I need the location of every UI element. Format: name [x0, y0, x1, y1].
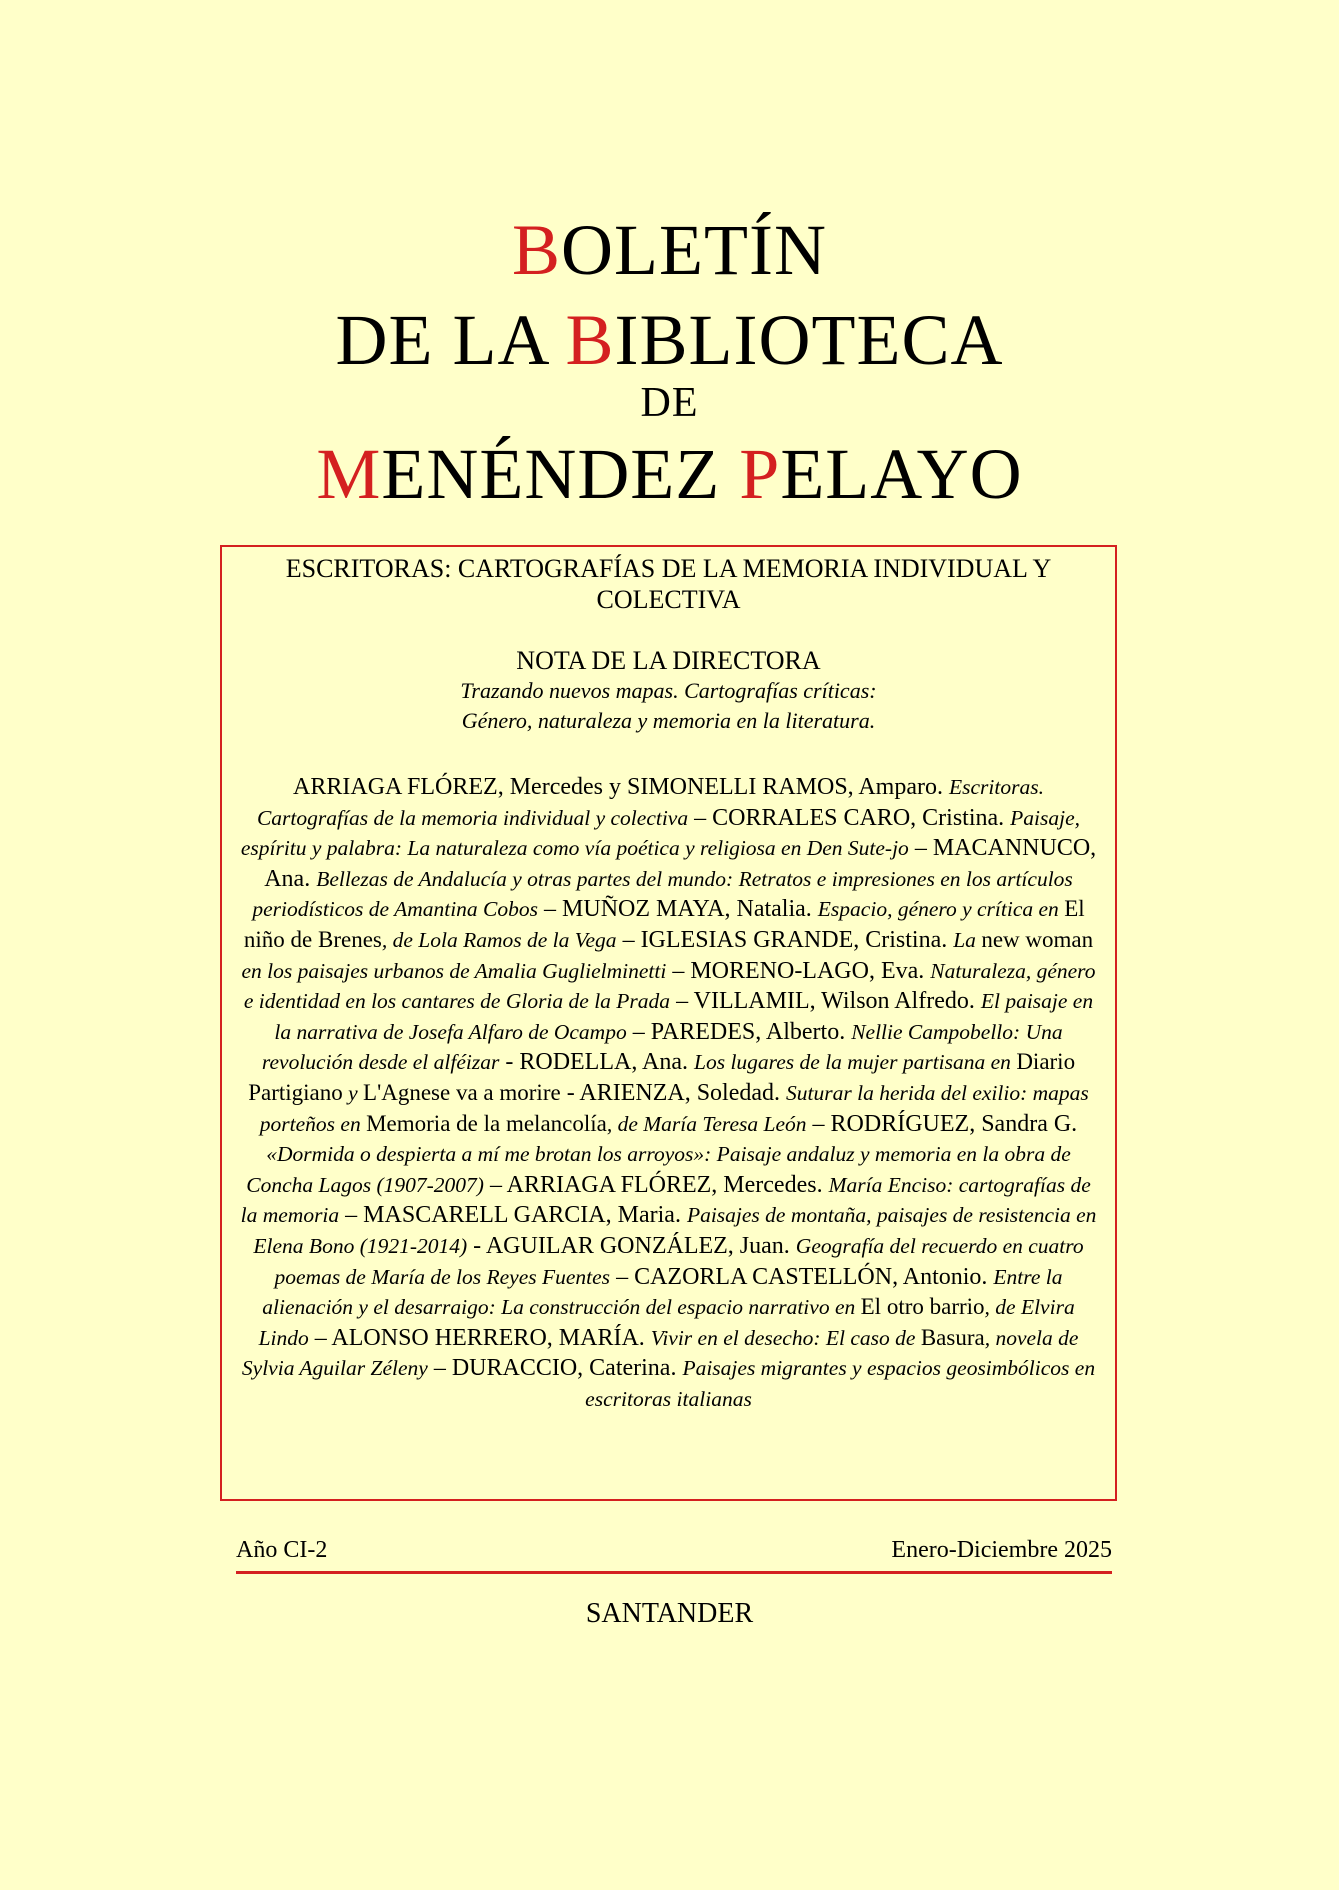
toc-author: – ALONSO HERRERO, MARÍA. — [308, 1324, 651, 1351]
footer-divider — [236, 1571, 1112, 1574]
issue-period: Enero-Diciembre 2025 — [891, 1537, 1112, 1563]
issue-year: Año CI-2 — [236, 1537, 328, 1563]
table-of-contents — [236, 772, 1101, 1414]
toc-title: Naturaleza, género e identidad en los cantares de Gloria de la Prada — [243, 958, 1096, 1014]
title-initial: P — [739, 434, 781, 514]
toc-title: , de Lola Ramos de la Vega — [381, 927, 617, 952]
toc-title: Paisajes migrantes y espacios geosimbólicos en escritoras italianas — [585, 1356, 1096, 1411]
note-subtitle: Trazando nuevos mapas. Cartografías críticas: — [460, 678, 877, 703]
toc-title: «Dormida o despierta a mí me brotan los arroyos»: Paisaje andaluz y memoria en la obra de Concha Lagos (1907-2007) — [246, 1142, 1071, 1197]
title-initial: B — [512, 210, 562, 290]
title-text: IBLIOTECA — [614, 300, 1004, 380]
toc-title: El paisaje en la narrativa de Josefa Alfaro de Ocampo — [274, 989, 1094, 1044]
toc-work-title: L'Agnese va a morire — [363, 1079, 561, 1105]
toc-title: Escritoras. Cartografías de la memoria individual y colectiva — [256, 775, 1044, 830]
toc-title: Los lugares de la mujer partisana en — [694, 1050, 1017, 1075]
title-line-biblioteca — [0, 295, 1339, 385]
toc-title: Suturar la herida del exilio: mapas porteños en — [259, 1080, 1089, 1136]
title-text: DE LA — [335, 300, 566, 380]
toc-author: - ARIENZA, Soledad. — [560, 1079, 787, 1106]
toc-title: , de María Teresa León — [606, 1111, 807, 1136]
toc-title: , novela de Sylvia Aguilar Zéleny — [241, 1325, 1079, 1381]
toc-title: en los paisajes urbanos de Amalia Guglielminetti — [241, 958, 667, 983]
toc-title: María Enciso: cartografías de la memoria — [240, 1172, 1091, 1228]
toc-author: - RODELLA, Ana. — [499, 1049, 694, 1076]
toc-author: – VILLAMIL, Wilson Alfredo. — [670, 988, 981, 1015]
title-initial: B — [565, 300, 615, 380]
toc-title: , de Elvira Lindo — [258, 1295, 1075, 1350]
contents-box — [220, 545, 1117, 1501]
toc-work-title: El niño de Brenes — [243, 896, 1085, 952]
toc-author: – CAZORLA CASTELLÓN, Antonio. — [610, 1263, 994, 1290]
toc-title: La — [953, 927, 982, 952]
toc-author: – MUÑOZ MAYA, Natalia. — [538, 896, 818, 923]
toc-title: Bellezas de Andalucía y otras partes del mundo: Retratos e impresiones en los artículos periodísticos de Amantina Cobos — [252, 866, 1073, 922]
toc-author: ARRIAGA FLÓREZ, Mercedes y SIMONELLI RAMOS, Amparo. — [293, 774, 949, 800]
toc-author: – PAREDES, Alberto. — [626, 1018, 852, 1045]
toc-title: Paisajes de montaña, paisajes de resistencia en Elena Bono (1921-2014) — [253, 1203, 1097, 1258]
toc-author: - AGUILAR GONZÁLEZ, Juan. — [467, 1232, 796, 1259]
toc-title: Vivir en el desecho: El caso de — [650, 1325, 921, 1350]
toc-work-title: new woman — [981, 926, 1094, 952]
toc-author: – DURACCIO, Caterina. — [427, 1355, 683, 1382]
title-text: ENÉNDEZ — [381, 434, 740, 514]
title-line-menendez-pelayo — [0, 429, 1339, 519]
note-subtitle: Género, naturaleza y memoria en la literatura. — [461, 708, 876, 733]
issue-theme-title: ESCRITORAS: CARTOGRAFÍAS DE LA MEMORIA INDIVIDUAL Y COLECTIVA — [285, 554, 1052, 614]
title-line-de: DE — [640, 380, 699, 426]
title-text: OLETÍN — [561, 210, 827, 290]
toc-title: Geografía del recuerdo en cuatro poemas de María de los Reyes Fuentes — [274, 1233, 1084, 1289]
toc-work-title: El otro barrio — [860, 1294, 985, 1320]
toc-work-title: Diario Partigiano — [248, 1049, 1076, 1105]
toc-author: – CORRALES CARO, Cristina. — [688, 804, 1011, 831]
toc-title: y — [342, 1080, 364, 1105]
title-initial: M — [316, 434, 382, 514]
toc-title: Nellie Campobello: Una revolución desde el alféizar — [261, 1019, 1063, 1075]
toc-author: – MORENO-LAGO, Eva. — [666, 957, 931, 984]
toc-title: Entre la alienación y el desarraigo: La construcción del espacio narrativo en — [262, 1264, 1063, 1320]
title-text: ELAYO — [780, 434, 1023, 514]
toc-work-title: Memoria de la melancolía — [366, 1110, 607, 1136]
journal-title — [0, 205, 1339, 519]
note-title: NOTA DE LA DIRECTORA — [516, 646, 821, 675]
toc-author: – IGLESIAS GRANDE, Cristina. — [616, 926, 954, 953]
toc-author: – RODRÍGUEZ, Sandra G. — [806, 1110, 1078, 1137]
toc-author: – MACANNUCO, Ana. — [264, 835, 1097, 892]
toc-title: Espacio, género y crítica en — [817, 897, 1065, 922]
toc-author: – ARRIAGA FLÓREZ, Mercedes. — [483, 1171, 829, 1198]
publication-city: SANTANDER — [585, 1598, 754, 1629]
toc-work-title: Basura — [920, 1324, 985, 1350]
title-line-boletin — [0, 205, 1339, 295]
toc-title: Paisaje, espíritu y palabra: La naturaleza como vía poética y religiosa en Den Sute-jo — [240, 805, 1081, 861]
toc-author: – MASCARELL GARCIA, Maria. — [339, 1202, 687, 1229]
